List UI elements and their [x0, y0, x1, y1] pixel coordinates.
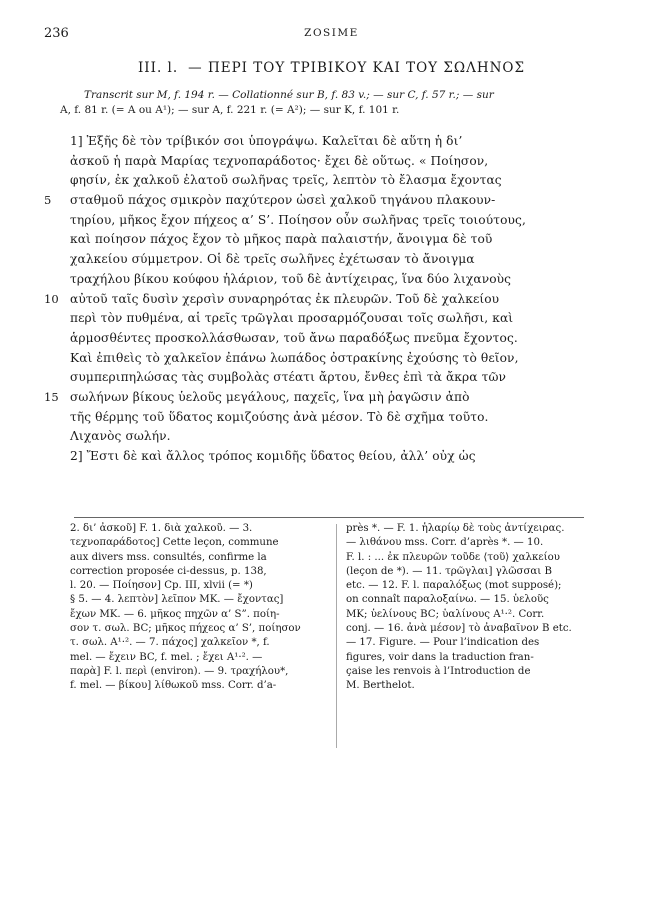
note-line: (leçon de *). — 11. τρῶγλαι] γλῶσσαι B: [346, 565, 553, 577]
note-line: MK; ὑελίνους BC; ὑαλίνους A¹·². Corr.: [346, 608, 545, 620]
line-text: περὶ τὸν πυθμένα, αἱ τρεῖς τρῶγλαι προσαρμόζουσαι τοῖς σωλῆσι, καὶ: [70, 311, 514, 326]
section-heading: — ΠΕΡΙ ΤΟΥ ΤΡΙΒΙΚΟΥ ΚΑΙ ΤΟΥ ΣΩΛΗΝΟΣ: [188, 60, 526, 76]
line-text: αὐτοῦ ταῖς δυσὶν χερσὶν συναρηρότας ἐκ πλευρῶν. Τοῦ δὲ χαλκείου: [70, 291, 500, 306]
text-line: [44, 368, 619, 388]
note-line: ἔχων MK. — 6. μῆκος πηχῶν α’ S”. ποίη-: [70, 608, 280, 620]
line-number: 15: [44, 389, 59, 404]
line-text: σωλήνων βίκους ὑελοῦς μεγάλους, παχεῖς, ἵνα μὴ ῥαγῶσιν ἀπὸ: [70, 389, 470, 404]
note-line: τεχνοπαράδοτος] Cette leçon, commune: [70, 537, 279, 549]
line-text: 1] Ἑξῆς δὲ τὸν τρίβικόν σοι ὑπογράψω. Καλεῖται δὲ αὕτη ἡ δι’: [70, 134, 463, 148]
line-number: 5: [44, 193, 52, 208]
document-page: [44, 0, 619, 900]
notes-left-column: [70, 522, 326, 694]
line-number: 10: [44, 291, 59, 306]
note-line: etc. — 12. F. l. παραλόξως (mot supposé);: [346, 580, 562, 592]
note-line: 2. δι’ ἀσκοῦ] F. 1. διὰ χαλκοῦ. — 3.: [70, 523, 253, 534]
note-line: mel. — ἔχειν BC, f. mel. ; ἔχει A¹·². —: [70, 651, 263, 663]
text-line: [44, 388, 619, 408]
transcript-line: A, f. 81 r. (= A ou A¹); — sur A, f. 221 r. (= A²); — sur K, f. 101 r.: [60, 104, 400, 116]
notes-divider: [74, 517, 584, 518]
line-text: σταθμοῦ πάχος σμικρὸν παχύτερον ὡσεὶ χαλκοῦ τηγάνου πλακουν-: [70, 193, 496, 208]
line-text: ἀσκοῦ ἡ παρὰ Μαρίας τεχνοπαράδοτος· ἔχει δὲ οὕτως. « Ποίησον,: [70, 153, 489, 168]
notes-right-column: [346, 522, 619, 694]
line-text: καὶ ποίησον πάχος ἔχον τὸ μῆκος παρὰ παλαιστήν, ἄνοιγμα δὲ τοῦ: [70, 232, 493, 247]
column-divider: [336, 524, 337, 748]
text-line: [44, 132, 619, 152]
text-line: [44, 191, 619, 211]
note-line: l. 20. — Ποίησον] Cp. III, xlvii (= *): [70, 580, 253, 592]
text-line: [44, 230, 619, 250]
line-text: συμπεριπηλώσας τὰς συμβολὰς στέατι ἄρτου, ἔνθες ἐπὶ τὰ ἄκρα τῶν: [70, 370, 506, 385]
note-line: § 5. — 4. λεπτὸν] λεῖπον MK. — ἔχοντας]: [70, 594, 284, 606]
note-line: τ. σωλ. A¹·². — 7. πάχος] χαλκεῖον *, f.: [70, 637, 270, 649]
line-text: τηρίου, μῆκος ἔχον πήχεος α’ S’. Ποίησον οὖν σωλῆνας τρεῖς τοιούτους,: [70, 212, 526, 227]
line-text: Καὶ ἐπιθεὶς τὸ χαλκεῖον ἐπάνω λωπάδος ὀστρακίνης ἐχούσης τὸ θεῖον,: [70, 350, 519, 365]
text-line: [44, 349, 619, 369]
text-line: [44, 171, 619, 191]
running-title: ZOSIME: [304, 27, 359, 39]
line-text: τραχήλου βίκου κούφου ἡλάριον, τοῦ δὲ ἀντίχειρας, ἵνα δύο λιχανοὺς: [70, 271, 512, 286]
text-line: [44, 329, 619, 349]
note-line: près *. — F. 1. ἡλαρίῳ δὲ τοὺς ἀντίχειρας.: [346, 523, 565, 534]
text-line: [44, 290, 619, 310]
text-line: [44, 309, 619, 329]
line-text: ἁρμοσθέντες προσκολλάσθωσαν, τοῦ ἄνω παραδόξως πνεῦμα ἔχοντος.: [70, 330, 518, 345]
note-line: on connaît παραλοξαίνω. — 15. ὑελοῦς: [346, 594, 549, 606]
section-number: III. l.: [137, 60, 179, 76]
note-line: çaise les renvois à l’Introduction de: [346, 665, 531, 677]
note-line: F. l. : ... ἐκ πλευρῶν τοῦδε ⟨τοῦ⟩ χαλκείου: [346, 551, 560, 563]
note-line: aux divers mss. consultés, confirme la: [70, 551, 267, 563]
text-line: [44, 250, 619, 270]
text-line: [44, 447, 619, 467]
line-text: Λιχανὸς σωλήν.: [70, 429, 171, 444]
note-line: — 17. Figure. — Pour l’indication des: [346, 637, 540, 649]
text-line: [44, 270, 619, 290]
note-line: — λιθάνου mss. Corr. d’après *. — 10.: [346, 537, 544, 549]
text-line: [44, 152, 619, 172]
note-line: figures, voir dans la traduction fran-: [346, 651, 534, 663]
text-line: [44, 211, 619, 231]
running-head: [44, 26, 619, 46]
section-title: [44, 60, 619, 76]
note-line: correction proposée ci-dessus, p. 138,: [70, 565, 267, 577]
line-text: χαλκείου σύμμετρον. Οἱ δὲ τρεῖς σωλῆνες ἐχέτωσαν τὸ ἄνοιγμα: [70, 252, 475, 267]
transcript-note: [60, 88, 604, 118]
text-line: [44, 408, 619, 428]
line-text: 2] Ἔστι δὲ καὶ ἄλλος τρόπος κομιδῆς ὕδατος θείου, ἀλλ’ οὐχ ὡς: [70, 449, 476, 463]
page-number: 236: [44, 26, 69, 41]
text-line: [44, 427, 619, 447]
note-line: f. mel. — βίκου] λίθωκοῦ mss. Corr. d’a-: [70, 680, 277, 692]
line-text: φησίν, ἐκ χαλκοῦ ἐλατοῦ σωλῆνας τρεῖς, λεπτὸν τὸ ἔλασμα ἔχοντας: [70, 173, 502, 188]
note-line: conj. — 16. ἀνὰ μέσον] τὸ ἀναβαῖνον B etc.: [346, 623, 572, 635]
line-text: τῆς θέρμης τοῦ ὕδατος κομιζούσης ἀνὰ μέσον. Τὸ δὲ σχῆμα τοῦτο.: [70, 409, 489, 424]
note-line: σον τ. σωλ. BC; μῆκος πήχεος α’ S’, ποίησον: [70, 623, 301, 635]
note-line: παρὰ] F. l. περὶ (environ). — 9. τραχήλου*,: [70, 665, 289, 677]
note-line: M. Berthelot.: [346, 680, 415, 692]
main-greek-text: [44, 132, 619, 467]
transcript-line: Transcrit sur M, f. 194 r. — Collationné sur B, f. 83 v.; — sur C, f. 57 r.; — sur: [84, 89, 494, 101]
